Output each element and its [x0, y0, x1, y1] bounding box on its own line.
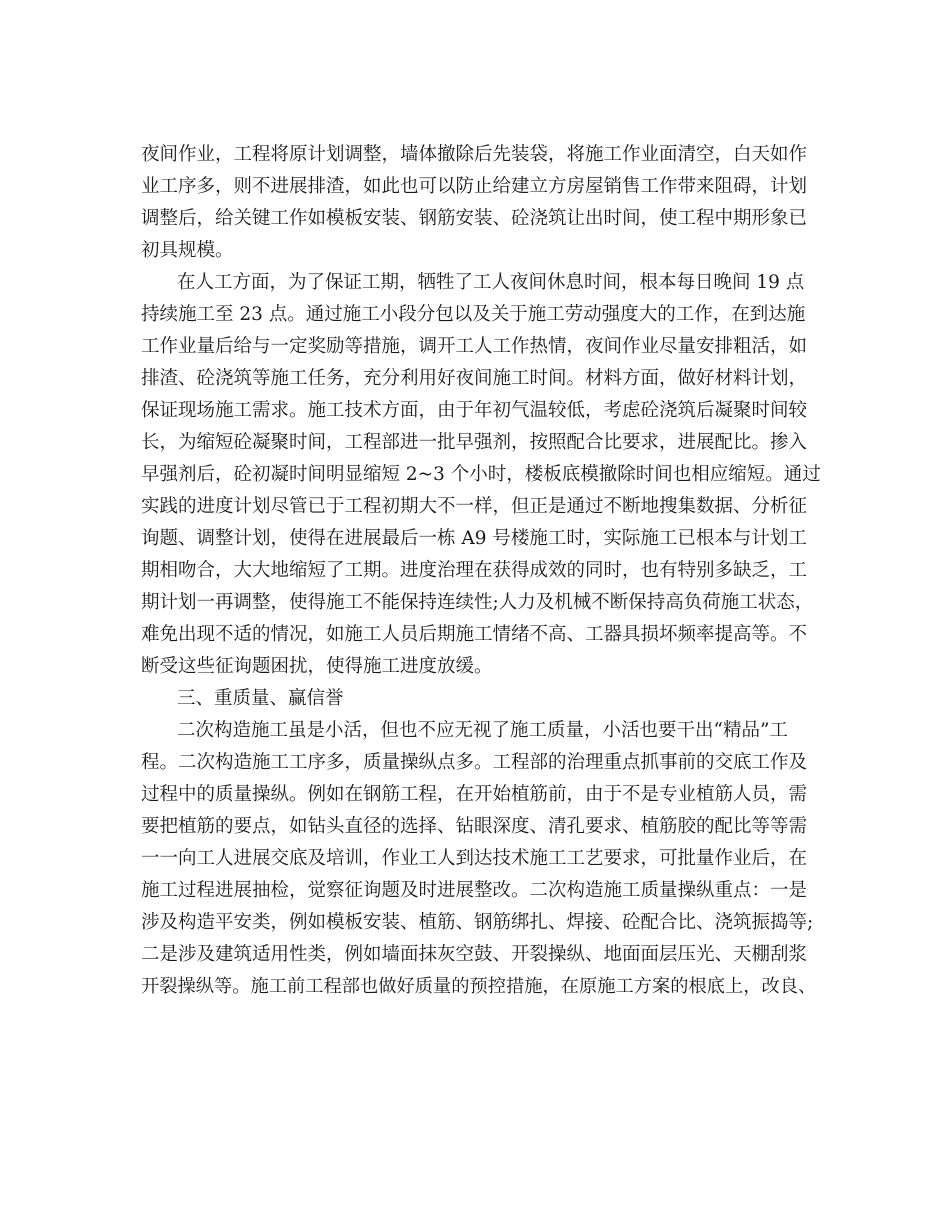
text-line: 难免出现不适的情况，如施工人员后期施工情绪不高、工器具损坏频率提高等。不 — [141, 624, 808, 645]
text-line: 程。二次构造施工工序多，质量操纵点多。工程部的治理重点抓事前的交底工作及 — [141, 752, 808, 773]
paragraph-first-line: 在人工方面，为了保证工期，牺牲了工人夜间休息时间，根本每日晚间 19 点 — [177, 272, 805, 293]
text-line: 保证现场施工需求。施工技术方面，由于年初气温较低，考虑砼浇筑后凝聚时间较 — [141, 400, 808, 421]
text-line: 开裂操纵等。施工前工程部也做好质量的预控措施，在原施工方案的根底上，改良、 — [141, 976, 817, 997]
text-line: 初具规模。 — [141, 240, 234, 261]
text-line: 排渣、砼浇筑等施工任务，充分利用好夜间施工时间。材料方面，做好材料计划， — [141, 368, 808, 389]
text-line: 早强剂后，砼初凝时间明显缩短 2~3 个小时，楼板底模撤除时间也相应缩短。通过 — [141, 464, 821, 485]
text-line: 工作业量后给与一定奖励等措施，调开工人工作热情，夜间作业尽量安排粗活，如 — [141, 336, 808, 357]
text-line: 要把植筋的要点，如钻头直径的选择、钻眼深度、清孔要求、植筋胶的配比等等需 — [141, 816, 808, 837]
paragraph-first-line: 二次构造施工虽是小活，但也不应无视了施工质量，小活也要干出“精品”工 — [177, 720, 788, 741]
text-line: 业工序多，则不进展排渣，如此也可以防止给建立方房屋销售工作带来阻碍，计划 — [141, 176, 808, 197]
text-line: 实践的进度计划尽管已于工程初期大不一样，但正是通过不断地搜集数据、分析征 — [141, 496, 808, 517]
text-line: 长，为缩短砼凝聚时间，工程部进一批早强剂，按照配合比要求，进展配比。掺入 — [141, 432, 808, 453]
text-line: 询题、调整计划，使得在进展最后一栋 A9 号楼施工时，实际施工已根本与计划工 — [141, 528, 807, 549]
text-line: 期相吻合，大大地缩短了工期。进度治理在获得成效的同时，也有特别多缺乏，工 — [141, 560, 808, 581]
text-line: 涉及构造平安类，例如模板安装、植筋、钢筋绑扎、焊接、砼配合比、浇筑振捣等; — [141, 912, 814, 933]
text-line: 施工过程进展抽检，觉察征询题及时进展整改。二次构造施工质量操纵重点：一是 — [141, 880, 808, 901]
text-line: 一一向工人进展交底及培训，作业工人到达技术施工工艺要求，可批量作业后，在 — [141, 848, 808, 869]
text-line: 断受这些征询题困扰，使得施工进度放缓。 — [141, 656, 493, 677]
section-heading: 三、重质量、赢信誉 — [177, 688, 344, 709]
text-line: 期计划一再调整，使得施工不能保持连续性;人力及机械不断保持高负荷施工状态， — [141, 592, 814, 613]
text-line: 过程中的质量操纵。例如在钢筋工程，在开始植筋前，由于不是专业植筋人员，需 — [141, 784, 808, 805]
text-line: 持续施工至 23 点。通过施工小段分包以及关于施工劳动强度大的工作，在到达施 — [141, 304, 806, 325]
text-line: 调整后，给关键工作如模板安装、钢筋安装、砼浇筑让出时间，使工程中期形象已 — [141, 208, 808, 229]
text-line: 夜间作业，工程将原计划调整，墙体撤除后先装袋，将施工作业面清空，白天如作 — [141, 144, 808, 165]
text-line: 二是涉及建筑适用性类，例如墙面抹灰空鼓、开裂操纵、地面面层压光、天棚刮浆 — [141, 944, 808, 965]
